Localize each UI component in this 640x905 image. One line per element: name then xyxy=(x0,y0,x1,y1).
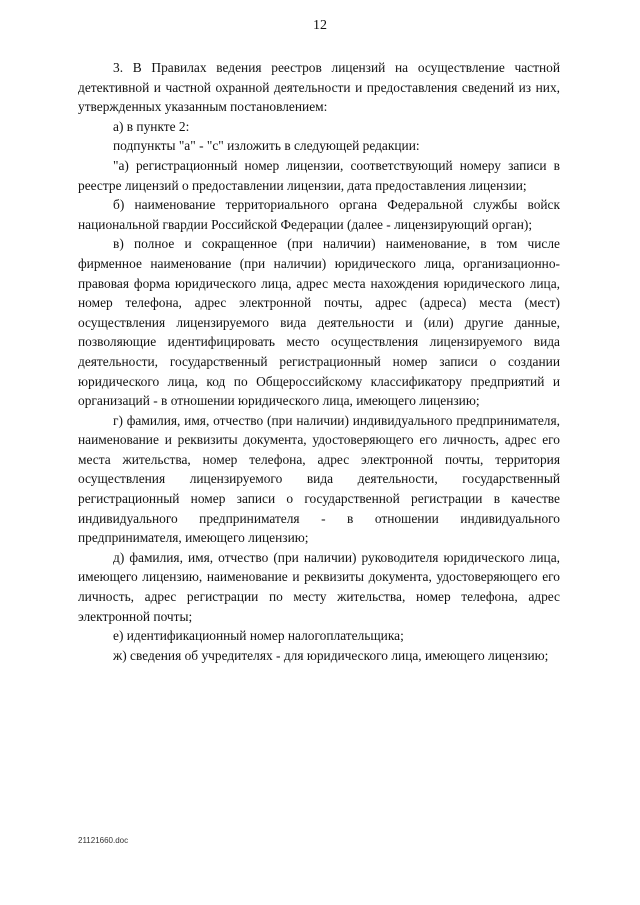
paragraph-subitem-v: в) полное и сокращенное (при наличии) наименование, в том числе фирменное наименование (при наличии) юридического лица, организационно-правовая форма юридического лица, адрес места нахождения юридического лица, номер телефона, адрес электронной почты, адрес (адреса) места (мест) осуществления лицензируемого вида деятельности и (или) другие данные, позволяющие идентифицировать место осуществления лицензируемого вида деятельности, государственный регистрационный номер записи о создании юридического лица, код по Общероссийскому классификатору предприятий и организаций - в отношении юридического лица, имеющего лицензию; xyxy=(78,236,560,409)
page-number: 12 xyxy=(313,18,327,33)
paragraph-subitem-e: е) идентификационный номер налогоплательщика; xyxy=(113,628,404,644)
paragraph-intro: 3. В Правилах ведения реестров лицензий на осуществление частной детективной и частной охранной деятельности и предоставления сведений из них, утвержденных указанным постановлением: xyxy=(78,60,560,115)
paragraph-subitem-d: д) фамилия, имя, отчество (при наличии) руководителя юридического лица, имеющего лицензию, наименование и реквизиты документа, удостоверяющего его личность, адрес регистрации по месту жительства, номер телефона, адрес электронной почты; xyxy=(78,549,560,624)
paragraph-subitem-b: б) наименование территориального органа Федеральной службы войск национальной гвардии Российской Федерации (далее - лицензирующий орган); xyxy=(78,197,560,232)
footer-file-name: 21121660.doc xyxy=(78,836,129,845)
paragraph-subitems-heading: подпункты "а" - "с" изложить в следующей редакции: xyxy=(113,138,420,154)
paragraph-subitem-a: "а) регистрационный номер лицензии, соответствующий номеру записи в реестре лицензий о предоставлении лицензии, дата предоставления лицензии; xyxy=(78,157,560,193)
paragraph-subitem-g: г) фамилия, имя, отчество (при наличии) индивидуального предпринимателя, наименование и реквизиты документа, удостоверяющего его личность, адрес его места жительства, номер телефона, адрес электронной почты, территория осуществления лицензируемого вида деятельности, государственный регистрационный номер записи о государственной регистрации в качестве индивидуального предпринимателя - в отношении индивидуального предпринимателя, имеющего лицензию; xyxy=(78,412,560,546)
document-body xyxy=(78,58,560,665)
paragraph-subitem-zh: ж) сведения об учредителях - для юридического лица, имеющего лицензию; xyxy=(113,647,549,663)
paragraph-item-a: а) в пункте 2: xyxy=(113,118,190,134)
